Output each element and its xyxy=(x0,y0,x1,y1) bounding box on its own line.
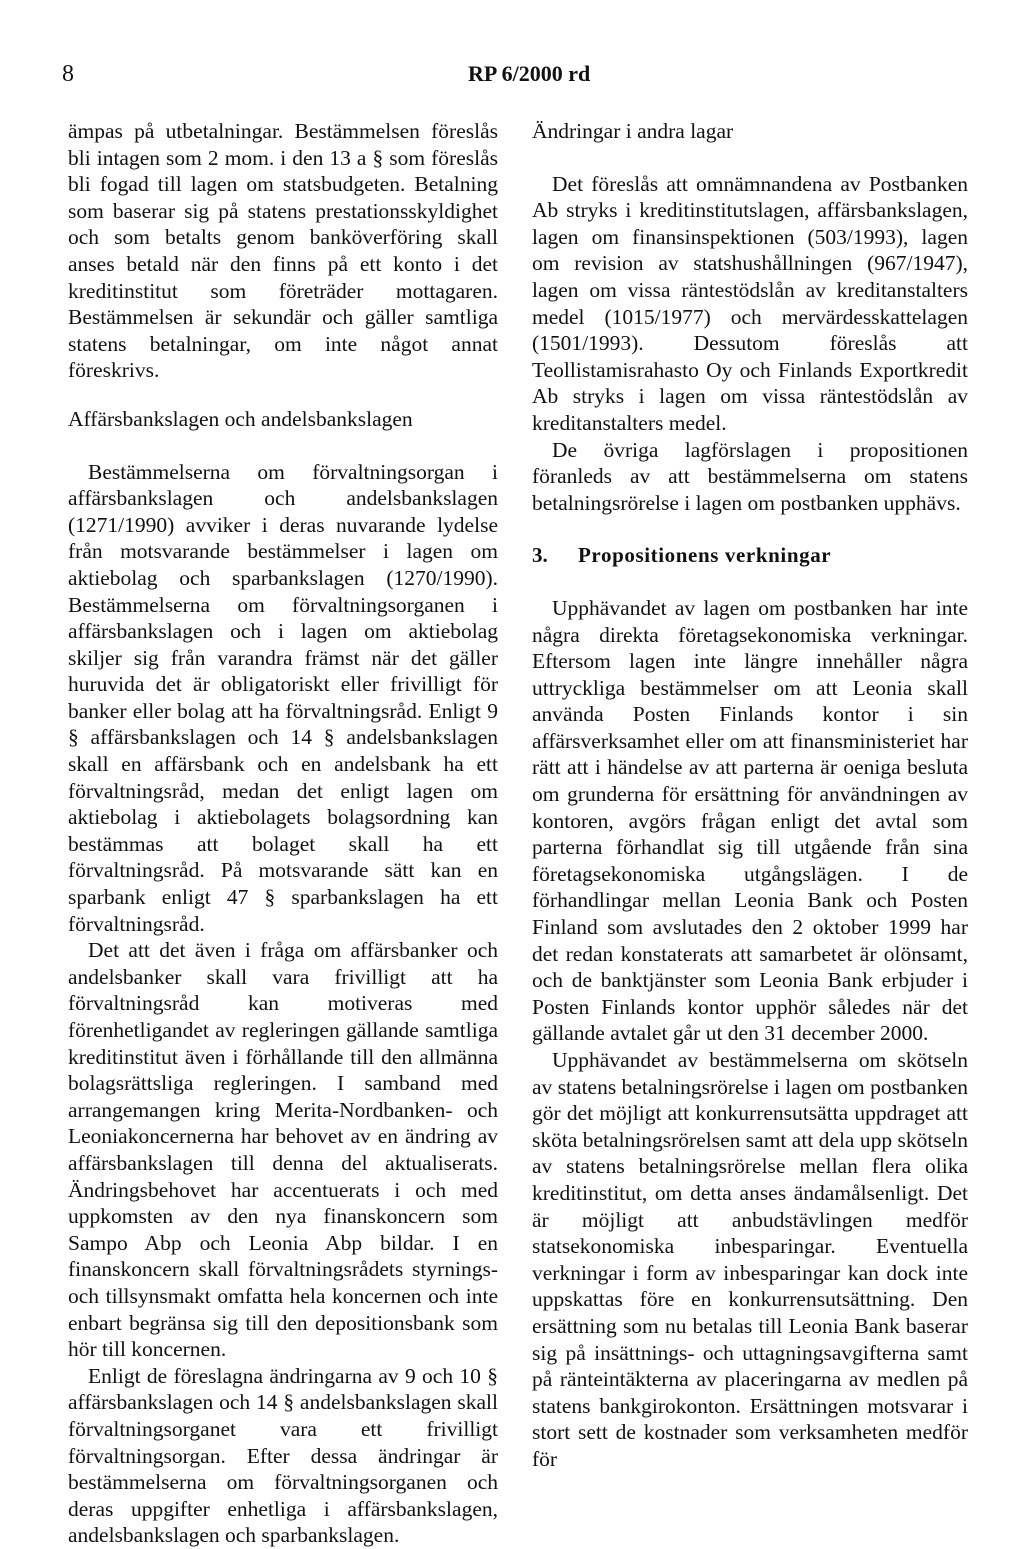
section-heading: Affärsbankslagen och andelsbankslagen xyxy=(68,406,413,431)
numbered-section-heading xyxy=(532,542,968,569)
paragraph: ämpas på utbetalningar. Bestämmelsen föreslås bli intagen som 2 mom. i den 13 a § som föreslås bli fogad till lagen om statsbudgeten. Betalning som baserar sig på statens prestationsskyldighet och som betalts genom banköverföring skall anses betald när den finns på ett konto i det kreditinstitut som företräder mottagaren. Bestämmelsen är sekundär och gäller samtliga statens betalningar, om inte något annat föreskrivs. xyxy=(68,119,498,383)
paragraph: Enligt de föreslagna ändringarna av 9 och 10 § affärsbankslagen och 14 § andelsbankslagen skall förvaltningsorganet vara ett frivilligt förvaltningsorgan. Efter dessa ändringar är bestämmelserna om förvaltningsorganen och deras uppgifter enhetliga i affärsbankslagen, andelsbankslagen och sparbankslagen. xyxy=(68,1363,498,1548)
page-number: 8 xyxy=(62,61,74,87)
paragraph: De övriga lagförslagen i propositionen föranleds av att bestämmelserna om statens betalningsrörelse i lagen om postbanken upphävs. xyxy=(532,437,968,515)
section-number: 3. xyxy=(532,543,548,568)
section-heading: Ändringar i andra lagar xyxy=(532,119,734,143)
section-title: Propositionens verkningar xyxy=(578,543,832,568)
paragraph: Upphävandet av lagen om postbanken har inte några direkta företagsekonomiska verkningar. Eftersom lagen inte längre innehåller några uttryckliga bestämmelser om att Leonia skall använda Posten Finlands kontor i sin affärsverksamhet eller om att finansministeriet har rätt att i händelse av att parterna är oeniga besluta om grunderna för ersättning för användningen av kontoren, avgörs frågan enligt det avtal som parterna förhandlat sig till utgående från sina företagsekonomiska utgångslägen. I de förhandlingar mellan Leonia Bank och Posten Finland som avslutades den 2 oktober 1999 har det redan konstaterats att samarbetet är olönsamt, och de banktjänster som Leonia Bank erbjuder i Posten Finlands kontor upphör således när det gällande avtalet går ut den 31 december 2000. xyxy=(532,595,968,1046)
paragraph: Upphävandet av bestämmelserna om skötseln av statens betalningsrörelse i lagen om postbanken gör det möjligt att konkurrensutsätta uppdraget att sköta betalningsrörelsen samt att dela upp skötseln av statens betalningsrörelse mellan flera olika kreditinstitut, om detta anses ändamålsenligt. Det är möjligt att anbudstävlingen medför statsekonomiska inbesparingar. Eventuella verkningar i form av inbesparingar kan dock inte uppskattas före en konkurrensutsättning. Den ersättning som nu betalas till Leonia Bank baserar sig på insättnings- och uttagningsavgifterna samt på ränteintäkterna av placeringarna av medlen på statens bankgirokonton. Ersättningen motsvarar i stort sett de kostnader som verksamheten medför för xyxy=(532,1048,968,1471)
paragraph: Det att det även i fråga om affärsbanker och andelsbanker skall vara frivilligt att ha förvaltningsråd kan motiveras med förenhetligandet av regleringen gällande samtliga kreditinstitut även i förhållande till den allmänna bolagsrättsliga regleringen. I samband med arrangemangen kring Merita-Nordbanken- och Leoniakoncernerna har behovet av en ändring av affärsbankslagen till denna del aktualiserats. Ändringsbehovet har accentuerats i och med uppkomsten av den nya finanskoncern som Sampo Abp och Leonia Abp bildar. I en finanskoncern skall förvaltningsrådets styrnings- och tillsynsmakt omfatta hela koncernen och inte enbart begränsa sig till den depositionsbank som hör till koncernen. xyxy=(68,938,498,1362)
paragraph: Bestämmelserna om förvaltningsorgan i affärsbankslagen och andelsbankslagen (1271/1990) avviker i deras nuvarande lydelse från motsvarande bestämmelser i lagen om aktiebolag och sparbankslagen (1270/1990). Bestämmelserna om förvaltningsorganen i affärsbankslagen och i lagen om aktiebolag skiljer sig från varandra främst när det gäller huruvida det är obligatoriskt eller frivilligt för banker eller bolag att ha förvaltningsråd. Enligt 9 § affärsbankslagen och 14 § andelsbankslagen skall en affärsbank och en andelsbank ha ett förvaltningsråd, medan det enligt lagen om aktiebolag i aktiebolagets bolagsordning kan bestämmas att bolaget skall ha ett förvaltningsråd. På motsvarande sätt kan en sparbank enligt 47 § sparbankslagen ha ett förvaltningsråd. xyxy=(68,459,498,936)
document-reference: RP 6/2000 rd xyxy=(468,61,591,86)
right-column xyxy=(532,118,968,1473)
paragraph: Det föreslås att omnämnandena av Postbanken Ab stryks i kreditinstitutslagen, affärsbankslagen, lagen om finansinspektionen (503/1993), lagen om revision av statshushållningen (967/1947), lagen om vissa räntestödslån av kreditanstalters medel (1015/1977) och mervärdesskattelagen (1501/1993). Dessutom föreslås att Teollistamisrahasto Oy och Finlands Exportkredit Ab stryks i lagen om vissa räntestödslån av kreditanstalters medel. xyxy=(532,171,968,435)
left-column xyxy=(68,118,498,1549)
